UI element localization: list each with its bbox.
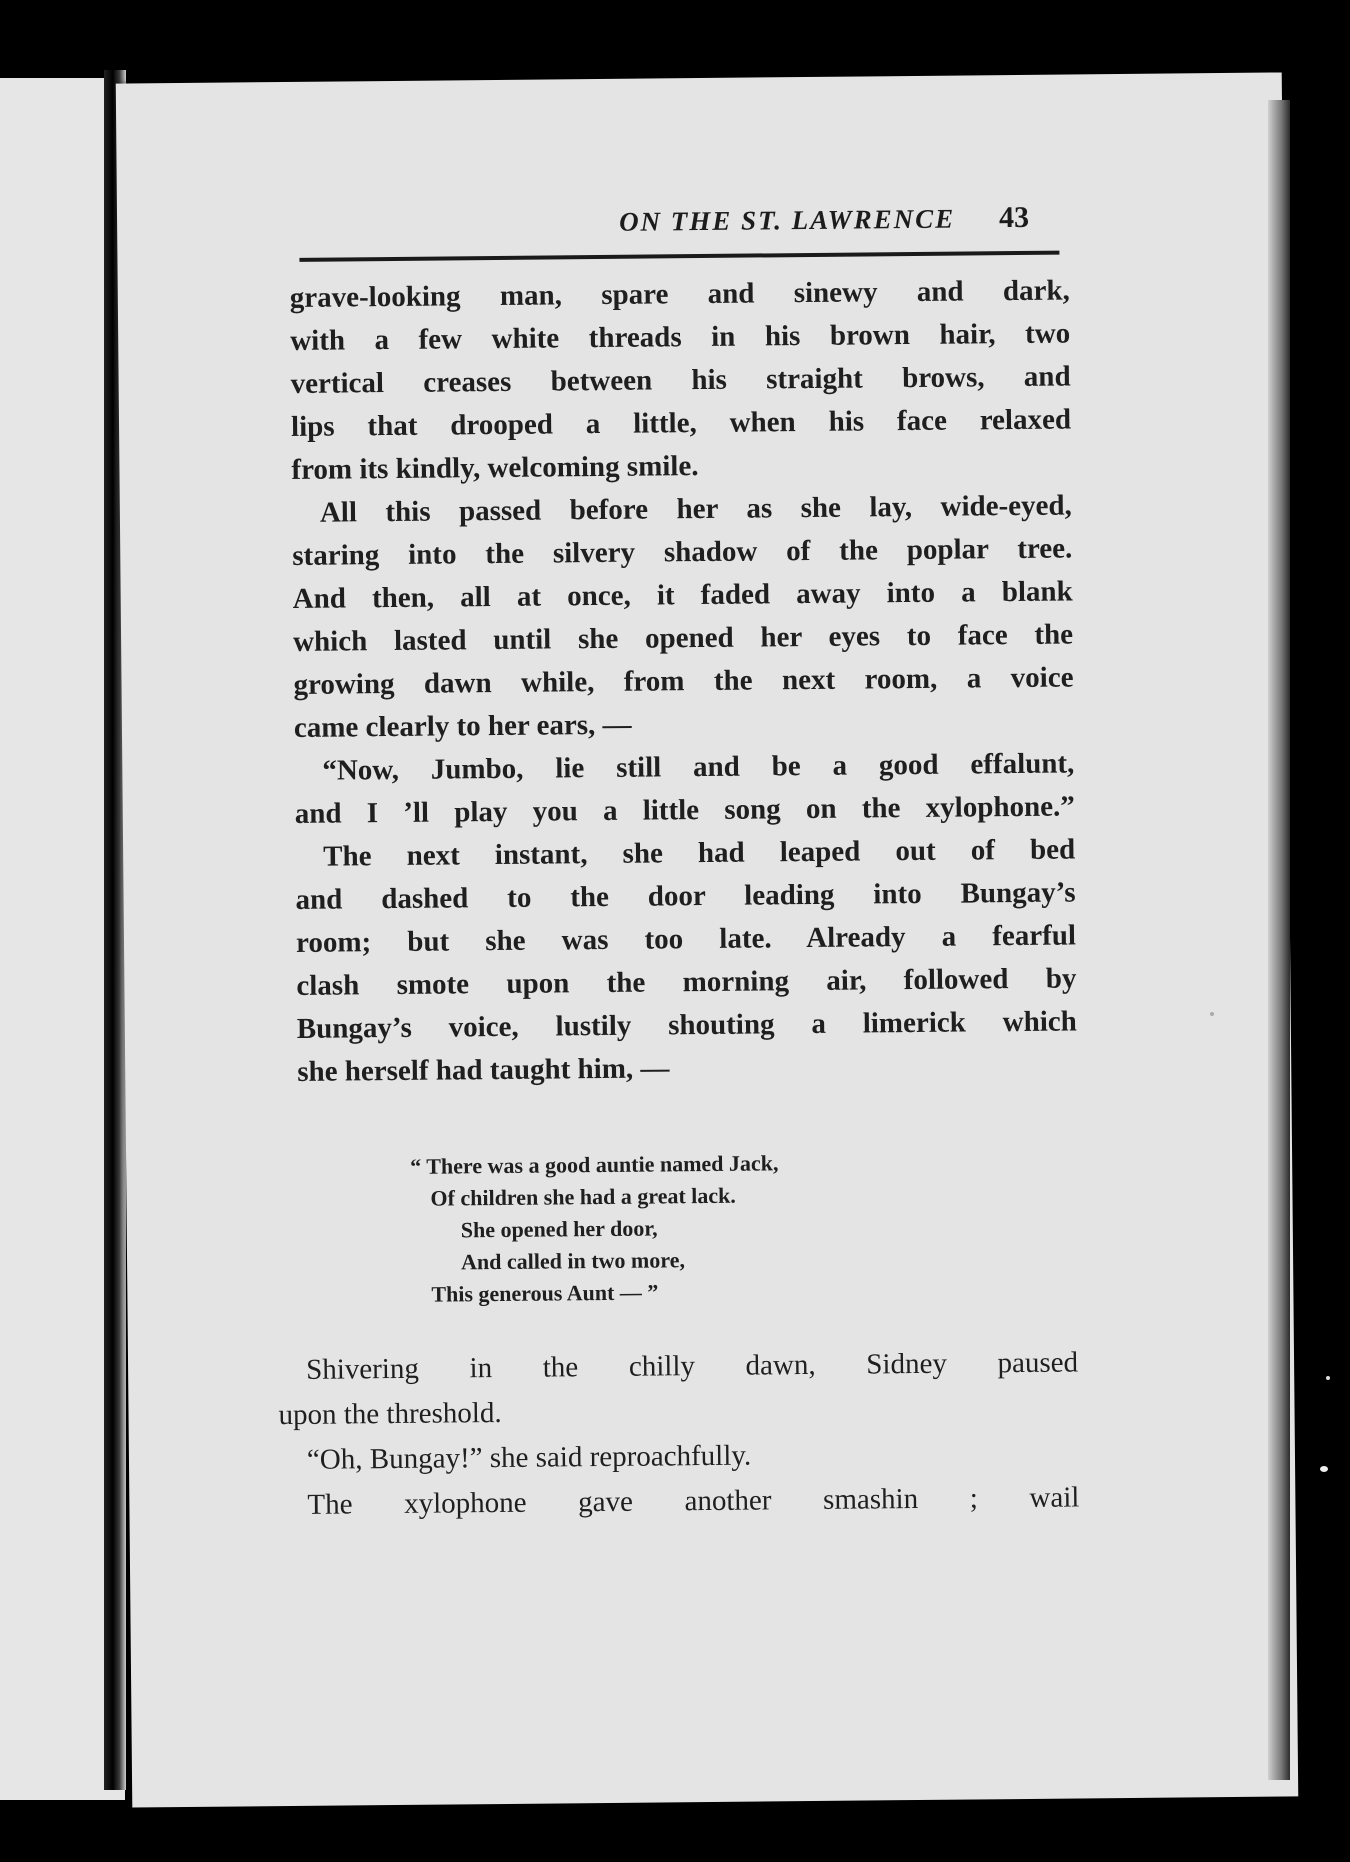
text-line: Bungay’s voice, lustily shouting a limerick which [296, 1005, 1077, 1045]
poem-line: And called in two more, [460, 1247, 686, 1275]
paragraph-5 [278, 1340, 1079, 1438]
poem-line: “ There was a good auntie named Jack, [410, 1150, 779, 1179]
book-page [116, 72, 1298, 1807]
poem-line: This generous Aunt — ” [431, 1279, 659, 1307]
running-head: ON THE ST. LAWRENCE [618, 203, 956, 237]
poem-line: She opened her door, [460, 1215, 658, 1243]
text-line: which lasted until she opened her eyes to face the [292, 618, 1074, 658]
text-line: lips that drooped a little, when his face relaxed [290, 403, 1072, 443]
header-rule [299, 251, 1059, 262]
text-line: grave-looking man, spare and sinewy and dark, [289, 274, 1070, 314]
text-line: vertical creases between his straight brows, and [290, 360, 1071, 400]
text-line: “Oh, Bungay!” she said reproachfully. [306, 1439, 752, 1476]
paragraph-3 [294, 742, 1075, 835]
closing-text [278, 1340, 1080, 1528]
speck [1326, 1376, 1330, 1380]
text-line: clash smote upon the morning air, followed by [296, 962, 1077, 1002]
text-line: upon the threshold. [278, 1396, 502, 1432]
text-line: with a few white threads in his brown hair, two [290, 317, 1071, 357]
text-line: And then, all at once, it faded away into a blank [292, 575, 1073, 615]
paragraph-6 [279, 1430, 1079, 1483]
text-line: The next instant, she had leaped out of bed [323, 833, 1076, 873]
page-header [267, 195, 1047, 246]
text-line: staring into the silvery shadow of the poplar tree. [292, 532, 1073, 572]
speck [1210, 1012, 1214, 1016]
text-line: and dashed to the door leading into Bungay’s [295, 876, 1076, 916]
text-line: growing dawn while, from the next room, a voice [293, 661, 1074, 701]
body-text [290, 269, 1078, 1093]
speck [1320, 1466, 1328, 1472]
text-line: The xylophone gave another smashin ; wail [307, 1481, 1080, 1521]
page-fore-edge [1268, 100, 1290, 1780]
text-line: “Now, Jumbo, lie still and be a good effalunt, [322, 747, 1075, 787]
paragraph-1 [290, 269, 1072, 491]
paragraph-2 [292, 484, 1074, 749]
text-line: came clearly to her ears, — [293, 708, 632, 744]
page-number: 43 [998, 200, 1030, 235]
poem-line: Of children she had a great lack. [430, 1182, 736, 1211]
text-line: from its kindly, welcoming smile. [291, 450, 699, 486]
text-line: All this passed before her as she lay, wide-eyed, [319, 489, 1072, 529]
text-line: and I ’ll play you a little song on the xylophone.” [294, 790, 1075, 830]
text-line: Shivering in the chilly dawn, Sidney paused [305, 1346, 1079, 1386]
limerick [410, 1147, 780, 1311]
text-line: room; but she was too late. Already a fearful [295, 919, 1077, 959]
paragraph-4 [295, 828, 1077, 1093]
text-line: she herself had taught him, — [297, 1052, 670, 1088]
paragraph-7 [279, 1475, 1079, 1528]
